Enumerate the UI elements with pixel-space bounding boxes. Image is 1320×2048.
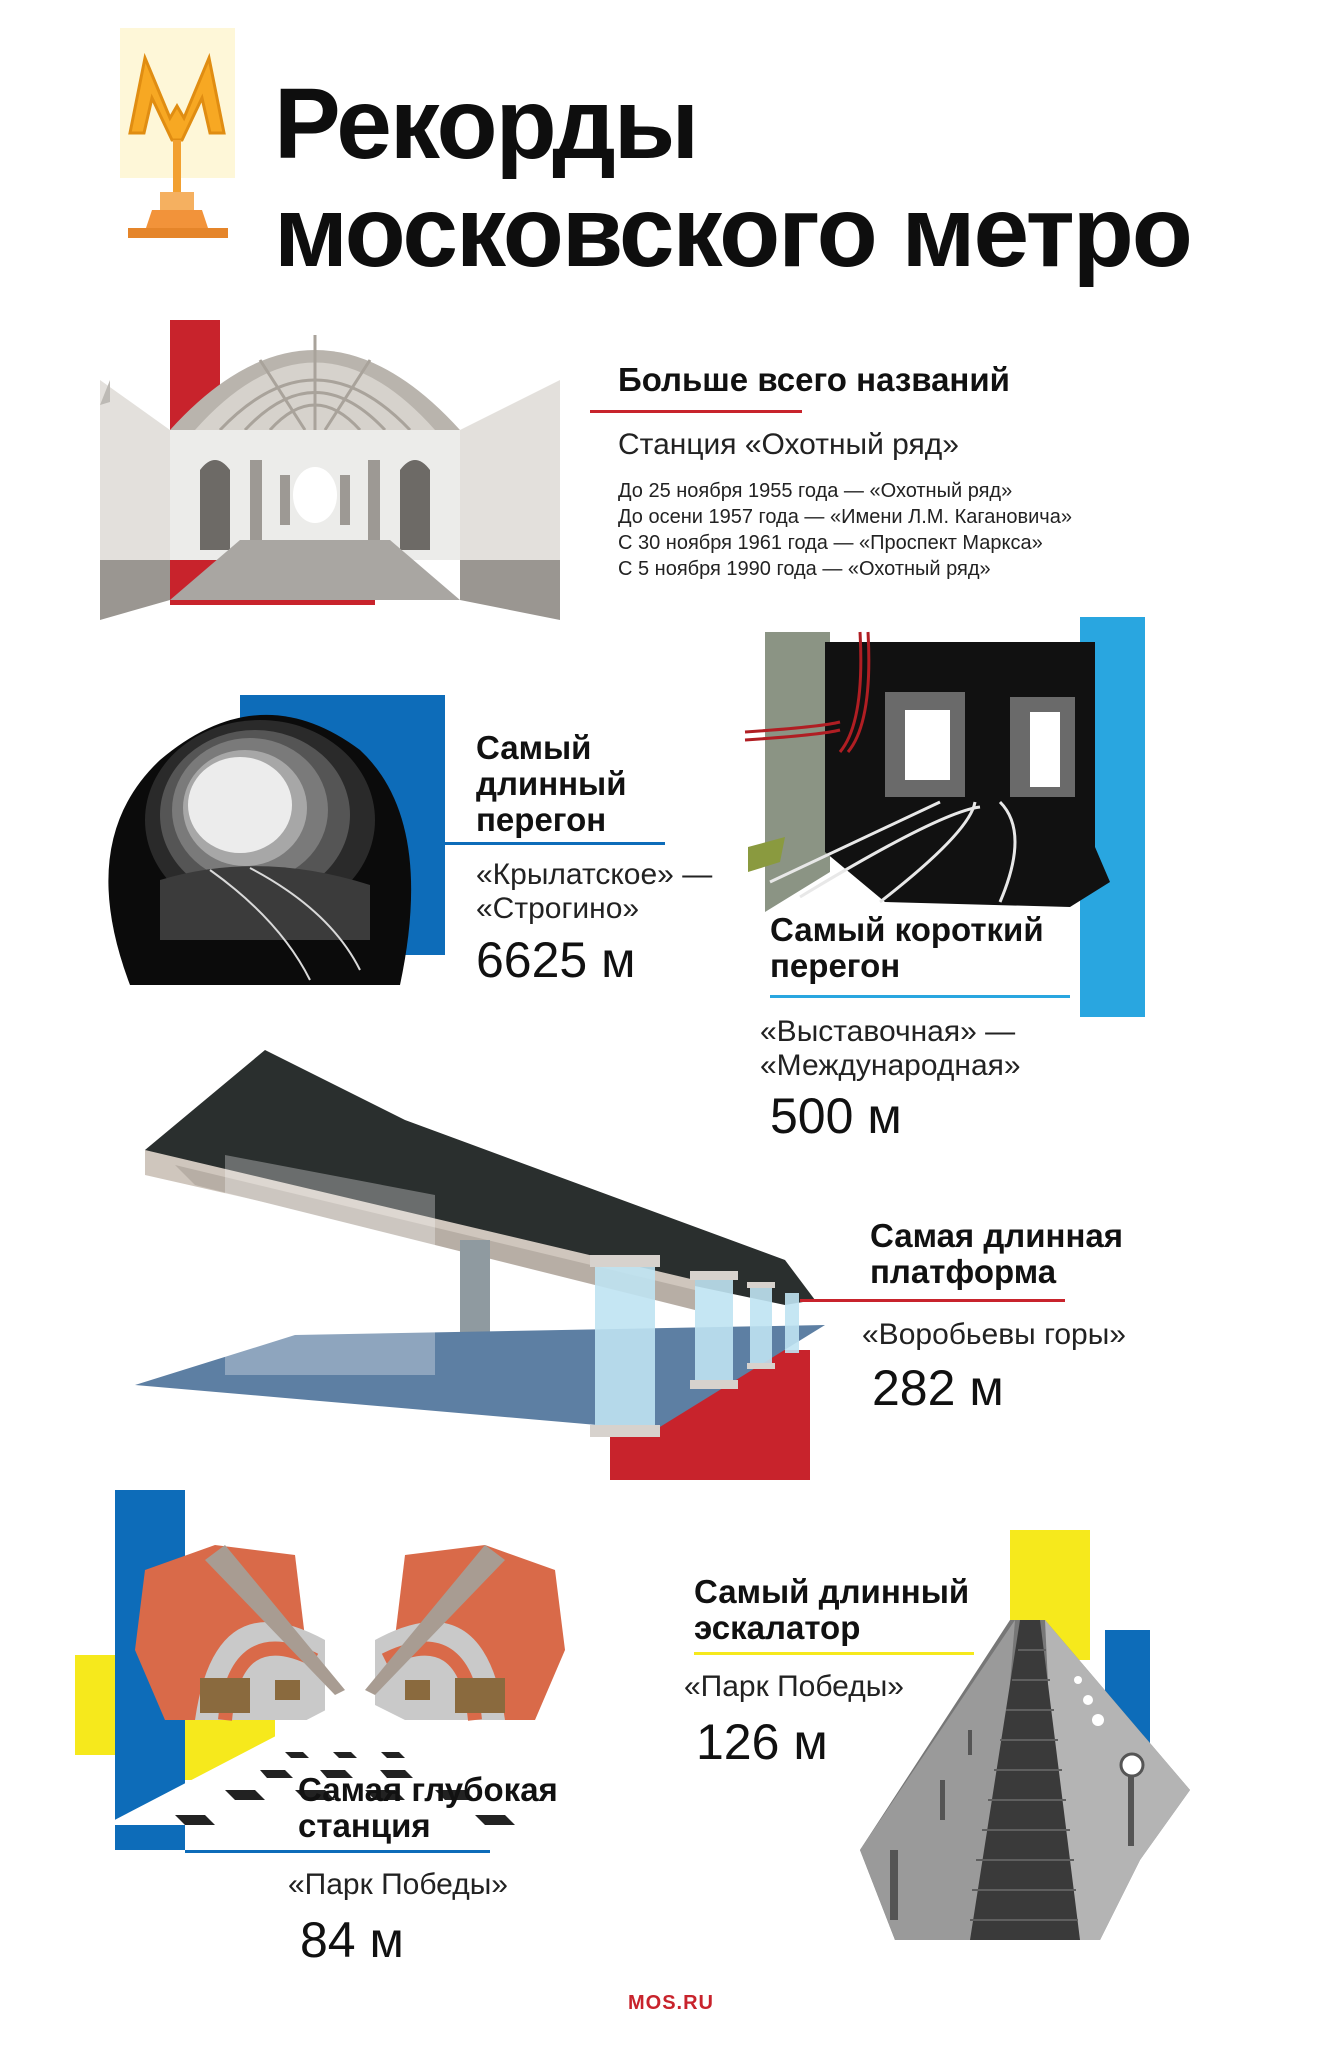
heading-line: Самая длинная bbox=[870, 1217, 1124, 1254]
platform-illustration bbox=[135, 1045, 835, 1485]
names-history-item: До осени 1957 года — «Имени Л.М. Кагановича» bbox=[618, 506, 1072, 528]
page-title bbox=[274, 70, 1191, 286]
names-history-item: С 30 ноября 1961 года — «Проспект Маркса» bbox=[618, 532, 1043, 554]
heading-line: эскалатор bbox=[694, 1609, 861, 1646]
heading-line: Самая глубокая bbox=[298, 1771, 558, 1808]
names-divider bbox=[590, 410, 802, 413]
shortest-segment-divider bbox=[770, 995, 1070, 998]
heading-line: станция bbox=[298, 1807, 431, 1844]
heading-line: длинный bbox=[476, 765, 627, 802]
names-history-item: До 25 ноября 1955 года — «Охотный ряд» bbox=[618, 480, 1013, 502]
heading-line: платформа bbox=[870, 1253, 1057, 1290]
names-heading: Больше всего названий bbox=[618, 361, 1010, 398]
tunnel-illustration bbox=[100, 690, 460, 990]
station-line: «Выставочная» — bbox=[760, 1015, 1016, 1048]
station-line: «Крылатское» — bbox=[476, 858, 713, 891]
longest-segment-heading bbox=[476, 730, 627, 838]
longest-escalator-divider bbox=[694, 1652, 974, 1655]
heading-line: перегон bbox=[476, 801, 607, 838]
longest-escalator-station: «Парк Победы» bbox=[684, 1670, 904, 1703]
deepest-station-heading bbox=[298, 1772, 558, 1844]
longest-escalator-value: 126 м bbox=[696, 1714, 828, 1770]
station-line: «Строгино» bbox=[476, 892, 640, 925]
longest-segment-divider bbox=[440, 842, 665, 845]
longest-segment-station bbox=[476, 858, 712, 926]
deepest-station-station: «Парк Победы» bbox=[288, 1868, 508, 1901]
shortest-segment-heading bbox=[770, 912, 1044, 984]
station-line: «Международная» bbox=[760, 1049, 1021, 1082]
deepest-station-value: 84 м bbox=[300, 1912, 404, 1968]
heading-line: Самый длинный bbox=[694, 1573, 970, 1610]
shortest-segment-value: 500 м bbox=[770, 1088, 902, 1144]
footer-source[interactable]: MOS.RU bbox=[628, 1992, 714, 2014]
page-title-line2: московского метро bbox=[274, 176, 1191, 288]
longest-platform-value: 282 м bbox=[872, 1360, 1004, 1416]
heading-line: Самый короткий bbox=[770, 911, 1044, 948]
longest-platform-station: «Воробьевы горы» bbox=[862, 1318, 1126, 1351]
page-title-line1: Рекорды bbox=[274, 68, 698, 180]
longest-segment-value: 6625 м bbox=[476, 932, 636, 988]
okhotny-ryad-illustration bbox=[100, 320, 560, 620]
names-history bbox=[618, 478, 1072, 582]
longest-platform-heading bbox=[870, 1218, 1123, 1290]
heading-line: перегон bbox=[770, 947, 901, 984]
metro-logo-icon bbox=[110, 28, 245, 253]
names-station: Станция «Охотный ряд» bbox=[618, 428, 959, 461]
longest-platform-divider bbox=[800, 1299, 1065, 1302]
names-history-item: С 5 ноября 1990 года — «Охотный ряд» bbox=[618, 558, 991, 580]
longest-escalator-heading bbox=[694, 1574, 969, 1646]
deepest-station-divider bbox=[185, 1850, 490, 1853]
heading-line: Самый bbox=[476, 729, 592, 766]
